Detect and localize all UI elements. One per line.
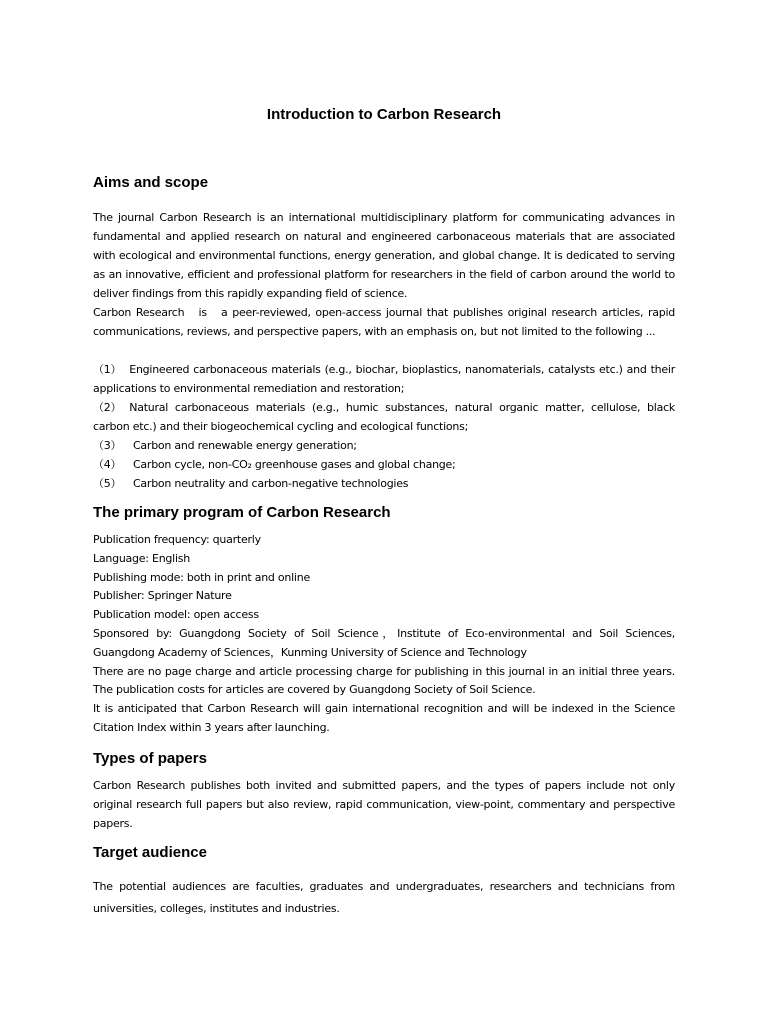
list-item-number: （3） — [93, 439, 122, 452]
aims-intro-text: The journal Carbon Research is an international multidisciplinary platform for communicating advances in fundamental and applied research on natural and engineered carbonaceous materials that are associated with ecological and environmental functions, energy generation, and global change. It is dedicated to serving as an innovative, efficient and professional platform for researchers in the field of carbon around the world to deliver findings from this rapidly expanding field of science. — [93, 211, 675, 300]
list-item — [93, 436, 675, 455]
scope-lead-paragraph — [93, 303, 679, 341]
list-item-number: （2） — [93, 401, 122, 414]
aims-heading: Aims and scope — [93, 174, 209, 191]
charges-text: There are no page charge and article processing charge for publishing in this journal in an initial three years. The publication costs for articles are covered by Guangdong Society of Soil Science. — [93, 664, 675, 697]
scope-lead-text: Carbon Research is a peer-reviewed, open-access journal that publishes original research articles, rapid communications, reviews, and perspective papers, with an emphasis on, but not limited to the following ... — [93, 306, 679, 338]
types-text: Carbon Research publishes both invited and submitted papers, and the types of papers include not only original research full papers but also review, rapid communication, view-point, commentary and perspective papers. — [93, 779, 675, 830]
sponsored-text: Sponsored by: Guangdong Society of Soil Science，Institute of Eco-environmental and Soil Sciences, Guangdong Academy of Sciences，Kunming University of Science and Technology — [93, 626, 675, 659]
types-paragraph — [93, 776, 675, 833]
document-title: Introduction to Carbon Research — [266, 106, 502, 123]
list-item — [93, 360, 675, 398]
program-details — [93, 531, 675, 738]
list-item-text: Engineered carbonaceous materials (e.g., biochar, bioplastics, nanomaterials, catalysts etc.) and their applications to environmental remediation and restoration; — [93, 363, 675, 395]
program-line: Publishing mode: both in print and online — [93, 570, 310, 584]
program-heading: The primary program of Carbon Research — [93, 504, 391, 521]
list-item — [93, 474, 675, 493]
audience-text: The potential audiences are faculties, graduates and undergraduates, researchers and technicians from universities, colleges, institutes and industries. — [93, 880, 675, 915]
program-line: Language: English — [93, 551, 190, 565]
list-item — [93, 455, 675, 474]
program-line: Publication frequency: quarterly — [93, 533, 261, 546]
list-item-text: Carbon neutrality and carbon-negative technologies — [133, 477, 409, 490]
program-line: Publication model: open access — [93, 608, 259, 622]
audience-paragraph — [93, 876, 675, 920]
list-item-number: （1） — [93, 363, 122, 376]
aims-intro-paragraph — [93, 208, 675, 303]
list-item-number: （4） — [93, 458, 122, 471]
list-item-text: Carbon and renewable energy generation; — [133, 439, 357, 452]
indexing-text: It is anticipated that Carbon Research will gain international recognition and will be indexed in the Science Citation Index within 3 years after launching. — [93, 702, 675, 734]
list-item-text: Natural carbonaceous materials (e.g., humic substances, natural organic matter, cellulose, black carbon etc.) and their biogeochemical cycling and ecological functions; — [93, 401, 675, 433]
list-item — [93, 398, 675, 436]
program-line: Publisher: Springer Nature — [93, 589, 232, 603]
audience-heading: Target audience — [93, 844, 207, 861]
list-item-text: Carbon cycle, non-CO₂ greenhouse gases and global change; — [133, 458, 456, 471]
scope-list — [93, 360, 675, 493]
list-item-number: （5） — [93, 477, 122, 490]
types-heading: Types of papers — [93, 750, 207, 767]
